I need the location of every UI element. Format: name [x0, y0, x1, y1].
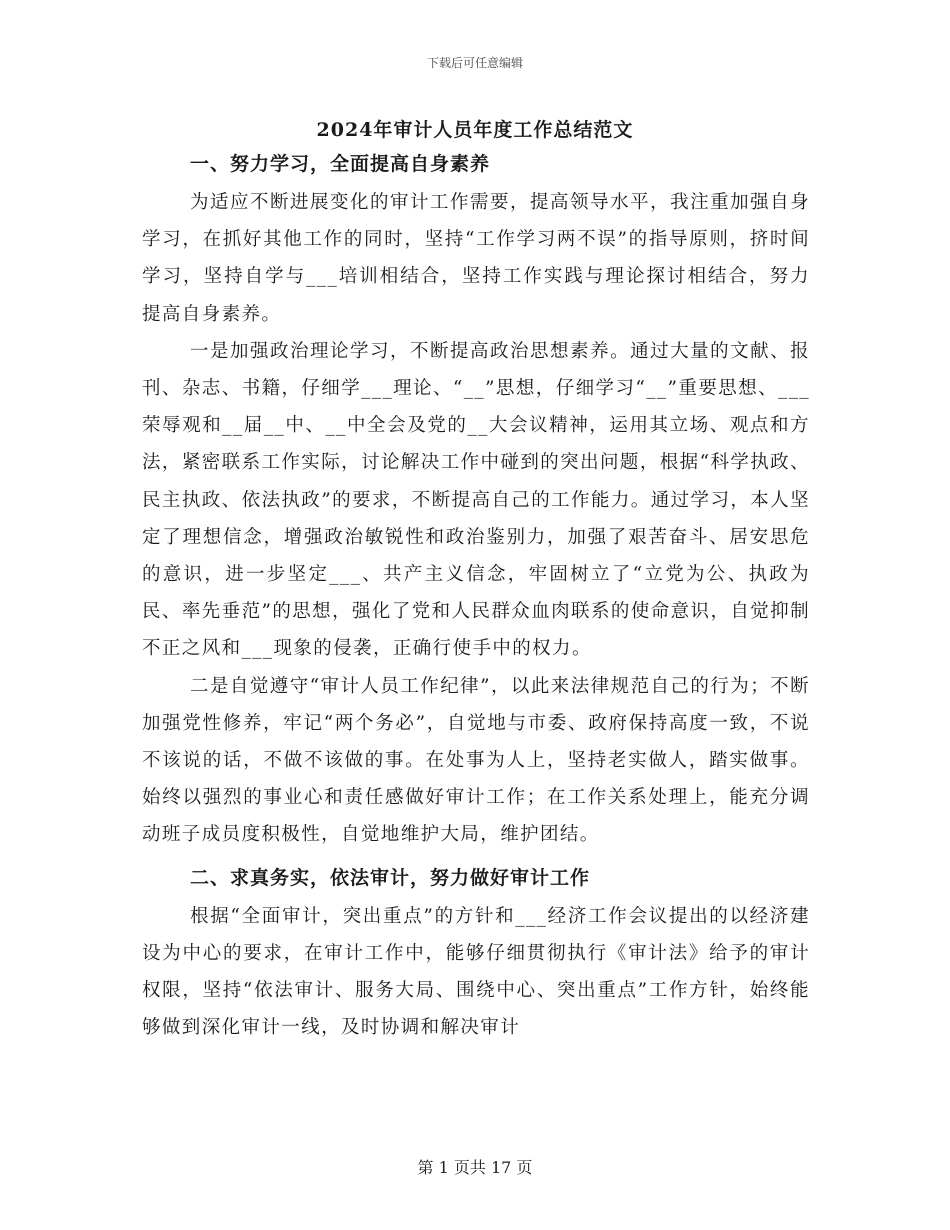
document-title: 2024年审计人员年度工作总结范文 — [316, 119, 634, 141]
document-body — [142, 146, 810, 1046]
paragraph: 二是自觉遵守“审计人员工作纪律”，以此来法律规范自己的行为；不断加强党性修养，牢记“两个务必”，自觉地与市委、政府保持高度一致，不说不该说的话，不做不该做的事。在处事为人上，坚持老实做人，踏实做事。始终以强烈的事业心和责任感做好审计工作；在工作关系处理上，能充分调动班子成员度积极性，自觉地维护大局，维护团结。 — [142, 675, 810, 846]
paragraph: 一是加强政治理论学习，不断提高政治思想素养。通过大量的文献、报刊、杂志、书籍，仔细学___理论、“__”思想，仔细学习“__”重要思想、___荣辱观和__届__中、__中全会及党的__大会议精神，运用其立场、观点和方法，紧密联系工作实际，讨论解决工作中碰到的突出问题，根据“科学执政、民主执政、依法执政”的要求，不断提高自己的工作能力。通过学习，本人坚定了理想信念，增强政治敏锐性和政治鉴别力，加强了艰苦奋斗、居安思危的意识，进一步坚定___、共产主义信念，牢固树立了“立党为公、执政为民、率先垂范”的思想，强化了党和人民群众血肉联系的使命意识，自觉抑制不正之风和___现象的侵袭，正确行使手中的权力。 — [142, 340, 810, 660]
page-header-note: 下载后可任意编辑 — [426, 56, 523, 70]
page-number: 第 1 页共 17 页 — [417, 1158, 533, 1177]
section-heading-2: 二、求真务实，依法审计，努力做好审计工作 — [190, 866, 591, 889]
section-heading-1: 一、努力学习，全面提高自身素养 — [190, 153, 491, 175]
paragraph: 为适应不断进展变化的审计工作需要，提高领导水平，我注重加强自身学习，在抓好其他工作的同时，坚持“工作学习两不误”的指导原则，挤时间学习，坚持自学与___培训相结合，坚持工作实践与理论探讨相结合，努力提高自身素养。 — [142, 192, 810, 325]
paragraph: 根据“全面审计，突出重点”的方针和___经济工作会议提出的以经济建设为中心的要求，在审计工作中，能够仔细贯彻执行《审计法》给予的审计权限，坚持“依法审计、服务大局、围绕中心、突出重点”工作方针，始终能够做到深化审计一线，及时协调和解决审计 — [142, 905, 810, 1039]
